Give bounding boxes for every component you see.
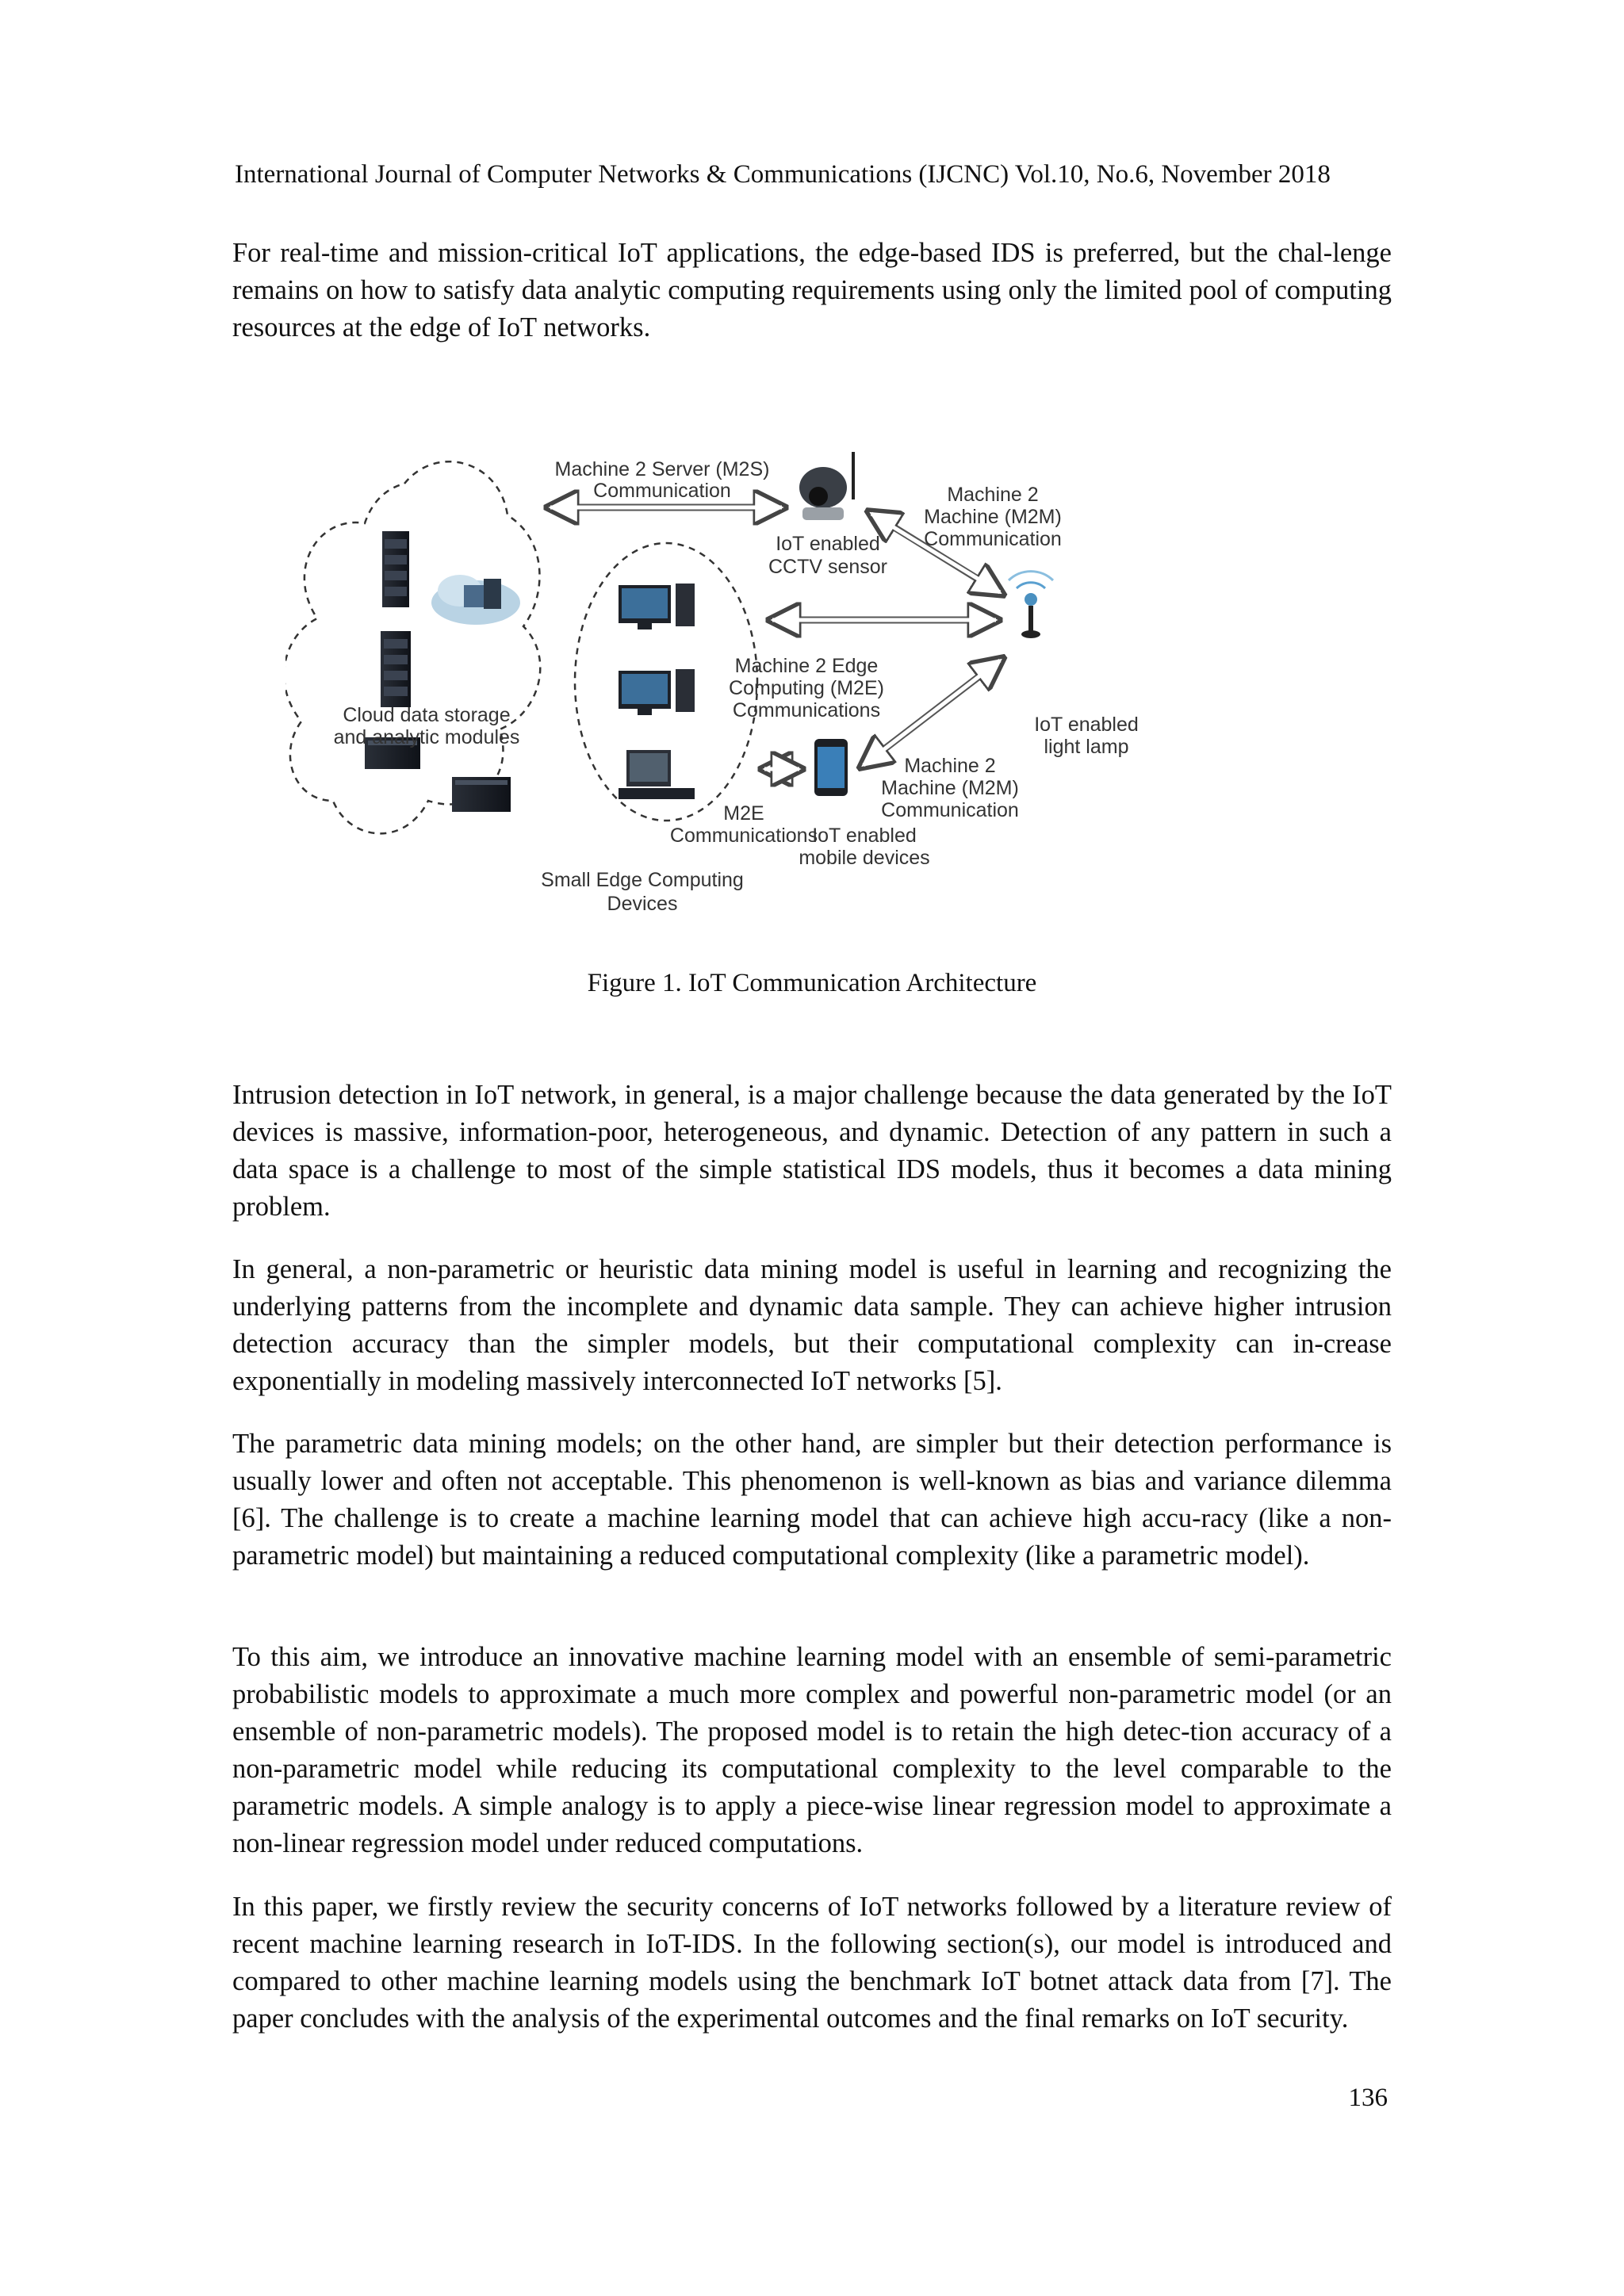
m2e-label: Machine 2 Edge [734,655,879,677]
m2e-small-label: Communications [669,825,818,847]
page-number: 136 [1348,2084,1388,2112]
cctv-camera-icon [799,452,855,520]
workstation-icon [619,750,695,799]
iot-architecture-figure [285,444,1356,936]
edge-label: Small Edge Computing [541,869,744,891]
m2e-small-label: M2E [723,802,764,825]
paragraph-3: In general, a non-parametric or heuristic data mining model is useful in learning and recognizing the underlying patterns from the incomplete and dynamic data sample. They can achieve higher intrusion detection accuracy than the simpler models, but their computational complexity can in-crease exponentially in modeling massively interconnected IoT networks [5]. [232,1254,1392,1396]
m2m-top-label: Communication [924,528,1062,550]
figure-caption: Figure 1. IoT Communication Architecture [587,969,1037,997]
cloud-network-icon [431,575,520,625]
m2m-bottom-label: Machine (M2M) [881,777,1019,799]
server-rack-icon [382,531,409,607]
edge-label: Devices [607,893,678,915]
lamp-label: light lamp [1044,736,1129,758]
m2m-bottom-label: Machine 2 [904,755,996,777]
desktop-computer-icon [619,584,695,629]
running-header: International Journal of Computer Networks & Communications (IJCNC) Vol.10, No.6, November 2018 [235,160,1331,189]
mobile-label: IoT enabled [812,825,917,847]
server-rack-icon [381,631,411,707]
paragraph-4: The parametric data mining models; on the other hand, are simpler but their detection performance is usually lower and often not acceptable. This phenomenon is well-known as bias and variance dilemma [6]. The challenge is to create a machine learning model that can achieve high accu-racy (like a non-parametric model) but maintaining a reduced computational complexity (like a parametric model). [232,1429,1392,1571]
m2e-label: Computing (M2E) [729,677,884,699]
paragraph-1: For real-time and mission-critical IoT applications, the edge-based IDS is preferred, but the chal-lenge remains on how to satisfy data analytic computing requirements using only the limited pool of computing resources at the edge of IoT networks. [232,238,1392,342]
mobile-label: mobile devices [799,847,930,869]
m2e-label: Communications [732,699,881,721]
cctv-label: CCTV sensor [768,556,888,578]
paragraph-5: To this aim, we introduce an innovative machine learning model with an ensemble of semi-parametric probabilistic models to approximate a much more complex and powerful non-parametric model (or an ensemble of non-parametric models). The proposed model is to retain the high detec-tion accuracy of a non-parametric model while reducing its computational complexity to the level comparable to the parametric models. A simple analogy is to apply a piece-wise linear regression model to approximate a non-linear regression model under reduced computations. [232,1642,1392,1858]
desktop-computer-icon [619,669,695,715]
paragraph-2: Intrusion detection in IoT network, in general, is a major challenge because the data generated by the IoT devices is massive, information-poor, heterogeneous, and dynamic. Detection of any pattern in such a data space is a challenge to most of the simple statistical IDS models, thus it becomes a data mining problem. [232,1080,1392,1222]
m2s-label: Machine 2 Server (M2S) [554,458,770,480]
light-lamp-icon [1009,572,1053,638]
server-unit-icon [452,777,511,812]
lamp-label: IoT enabled [1034,714,1139,736]
cloud-label: Cloud data storage [343,704,511,726]
m2m-bottom-label: Communication [881,799,1019,821]
m2m-top-label: Machine (M2M) [924,506,1062,528]
cctv-label: IoT enabled [776,533,880,555]
m2m-top-label: Machine 2 [947,484,1039,506]
paragraph-6: In this paper, we firstly review the security concerns of IoT networks followed by a literature review of recent machine learning research in IoT-IDS. In the following section(s), our model is introduced and compared to other machine learning models using the benchmark IoT botnet attack data from [7]. The paper concludes with the analysis of the experimental outcomes and the final remarks on IoT security. [232,1892,1392,2034]
cloud-label: and analytic modules [333,726,520,748]
mobile-phone-icon [814,739,848,796]
m2s-label: Communication [593,480,731,502]
